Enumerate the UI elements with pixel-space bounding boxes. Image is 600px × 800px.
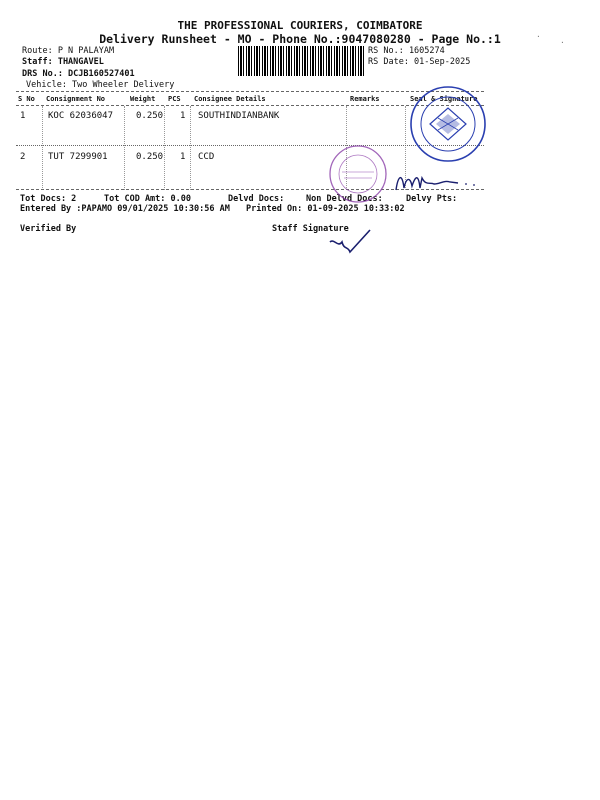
header-weight: Weight [130,95,156,103]
drs-number: DRS No.: DCJB160527401 [22,69,135,79]
staff-signature [326,228,372,256]
header-pcs: PCS [168,95,181,103]
rs-number: RS No.: 1605274 [368,46,445,56]
delvy-pts: Delvy Pts: [406,194,458,204]
printed-on: Printed On: 01-09-2025 10:33:02 [246,204,405,214]
company-name: THE PROFESSIONAL COURIERS, COIMBATORE [177,19,423,32]
delvd-docs: Delvd Docs: [228,194,285,204]
non-delvd-docs: Non Delvd Docs: [306,194,383,204]
vehicle-label: Vehicle: Two Wheeler Delivery [26,80,175,90]
tot-docs: Tot Docs: 2 [20,194,77,204]
header-sno: S No [18,95,35,103]
barcode-image [238,46,366,76]
header-consignment: Consignment No [46,95,106,103]
row-sno: 2 [20,152,26,162]
route-label: Route: P N PALAYAM [22,46,115,56]
column-divider [164,106,165,190]
entered-by: Entered By :PAPAMO 09/01/2025 10:30:56 AM [20,204,230,214]
column-divider [42,106,43,190]
row-sno: 1 [20,111,26,121]
recipient-signature [392,168,484,196]
scan-dot: . [536,30,541,39]
row-weight: 0.250 [136,111,164,121]
runsheet-title: Delivery Runsheet - MO - Phone No.:9047080280 - Page No.:1 [99,32,501,46]
tot-cod-amt: Tot COD Amt: 0.00 [104,194,191,204]
staff-signature-label: Staff Signature [272,224,349,234]
header-seal-signature: Seal & Signature [410,95,478,103]
column-divider [124,106,125,190]
header-consignee: Consignee Details [194,95,266,103]
courier-receipt-stamp [328,144,388,204]
row-pcs: 1 [180,111,186,121]
row-consignee: SOUTHINDIANBANK [198,111,280,121]
row-weight: 0.250 [136,152,164,162]
row-consignment: KOC 62036047 [48,111,114,121]
row-pcs: 1 [180,152,186,162]
scan-dot: . [560,36,565,45]
header-remarks: Remarks [350,95,380,103]
rs-date: RS Date: 01-Sep-2025 [368,57,471,67]
row-consignee: CCD [198,152,215,162]
staff-label: Staff: THANGAVEL [22,57,104,67]
bank-seal-stamp [408,84,488,164]
column-divider [190,106,191,190]
verified-by-label: Verified By [20,224,77,234]
row-consignment: TUT 7299901 [48,152,108,162]
